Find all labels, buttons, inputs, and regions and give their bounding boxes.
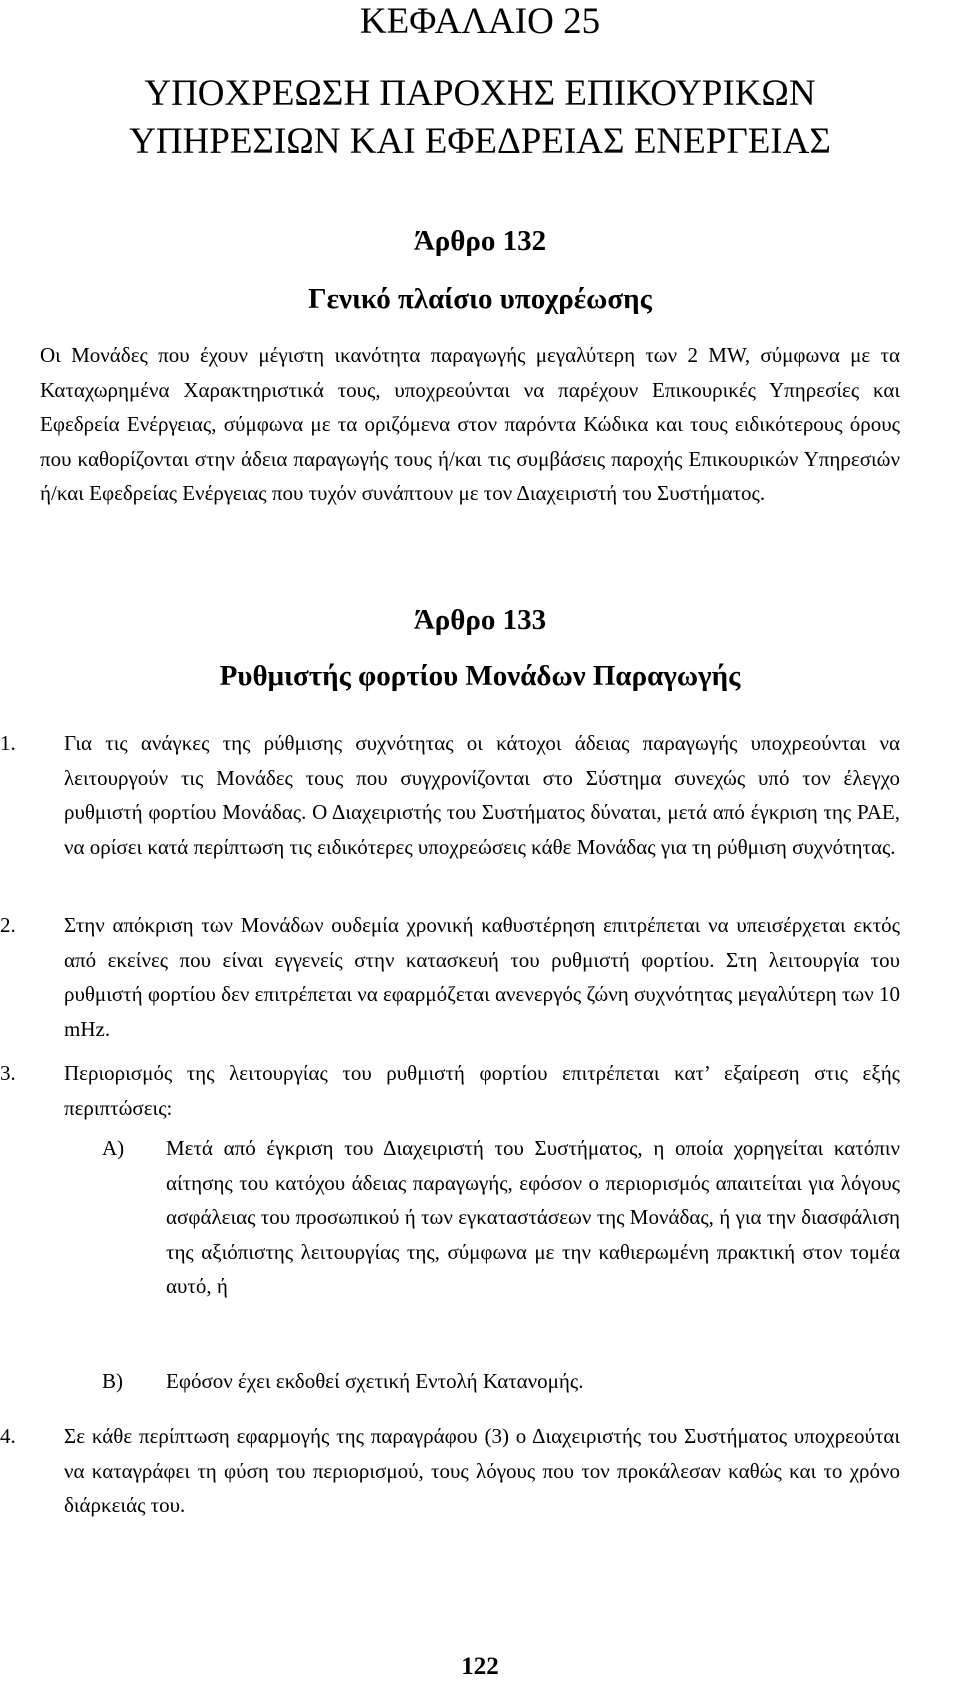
paragraph-2-number: 2. xyxy=(0,913,16,937)
article-133-number: Άρθρο 133 xyxy=(413,604,547,636)
paragraph-4-number: 4. xyxy=(0,1424,16,1448)
paragraph-1-text: Για τις ανάγκες της ρύθμισης συχνότητας οι κάτοχοι άδειας παραγωγής υποχρεούνται να λειτουργούν τις Μονάδες τους που συγχρονίζονται στο Σύστημα συνεχώς υπό τον έλεγχο ρυθμιστή φορτίου Μονάδας. Ο Διαχειριστής του Συστήματος δύναται, μετά από έγκριση της ΡΑΕ, να ορίσει κατά περίπτωση τις ειδικότερες υποχρεώσεις κάθε Μονάδας για τη ρύθμιση συχνότητας. xyxy=(64,731,900,859)
article-132-title: Γενικό πλαίσιο υποχρέωσης xyxy=(308,283,652,315)
article-132-body: Οι Μονάδες που έχουν μέγιστη ικανότητα παραγωγής μεγαλύτερη των 2 MW, σύμφωνα με τα Καταχωρημένα Χαρακτηριστικά τους, υποχρεούνται να παρέχουν Επικουρικές Υπηρεσίες και Εφεδρεία Ενέργειας, σύμφωνα με τα οριζόμενα στον παρόντα Κώδικα και τους ειδικότερους όρους που καθορίζονται στην άδεια παραγωγής τους ή/και τις συμβάσεις παροχής Επικουρικών Υπηρεσιών ή/και Εφεδρείας Ενέργειας που τυχόν συνάπτουν με τον Διαχειριστή του Συστήματος. xyxy=(40,343,900,505)
article-133-title: Ρυθμιστής φορτίου Μονάδων Παραγωγής xyxy=(219,660,741,692)
subitem-a-label: Α) xyxy=(102,1136,125,1160)
subitem-b-text: Εφόσον έχει εκδοθεί σχετική Εντολή Κατανομής. xyxy=(166,1369,584,1393)
paragraph-4-text: Σε κάθε περίπτωση εφαρμογής της παραγράφου (3) ο Διαχειριστής του Συστήματος υποχρεούται να καταγράφει τη φύση του περιορισμού, τους λόγους που τον προκάλεσαν καθώς και το χρόνο διάρκειάς του. xyxy=(64,1424,900,1517)
subitem-b-label: Β) xyxy=(102,1369,123,1393)
chapter-title: ΚΕΦΑΛΑΙΟ 25 xyxy=(359,1,601,42)
chapter-subtitle-line-1: ΥΠΟΧΡΕΩΣΗ ΠΑΡΟΧΗΣ ΕΠΙΚΟΥΡΙΚΩΝ xyxy=(144,73,816,114)
paragraph-3-number: 3. xyxy=(0,1061,16,1085)
article-132-number: Άρθρο 132 xyxy=(413,225,547,257)
paragraph-1-number: 1. xyxy=(0,731,16,755)
chapter-subtitle-line-2: ΥΠΗΡΕΣΙΩΝ ΚΑΙ ΕΦΕΔΡΕΙΑΣ ΕΝΕΡΓΕΙΑΣ xyxy=(129,121,831,162)
paragraph-3-text: Περιορισμός της λειτουργίας του ρυθμιστή φορτίου επιτρέπεται κατ’ εξαίρεση στις εξής περιπτώσεις: xyxy=(64,1061,900,1120)
page-number: 122 xyxy=(461,1653,499,1680)
subitem-a-text: Μετά από έγκριση του Διαχειριστή του Συστήματος, η οποία χορηγείται κατόπιν αίτησης του κατόχου άδειας παραγωγής, εφόσον ο περιορισμός απαιτείται για λόγους ασφάλειας του προσωπικού ή των εγκαταστάσεων της Μονάδας, ή για την διασφάλιση της αξιόπιστης λειτουργίας της, σύμφωνα με την καθιερωμένη πρακτική στον τομέα αυτό, ή xyxy=(166,1136,900,1298)
chapter-subtitle xyxy=(0,70,960,166)
paragraph-2-text: Στην απόκριση των Μονάδων ουδεμία χρονική καθυστέρηση επιτρέπεται να υπεισέρχεται εκτός από εκείνες που είναι εγγενείς στην κατασκευή του ρυθμιστή φορτίου. Στη λειτουργία του ρυθμιστή φορτίου δεν επιτρέπεται να εφαρμόζεται ανενεργός ζώνη συχνότητας μεγαλύτερη των 10 mHz. xyxy=(64,913,900,1041)
